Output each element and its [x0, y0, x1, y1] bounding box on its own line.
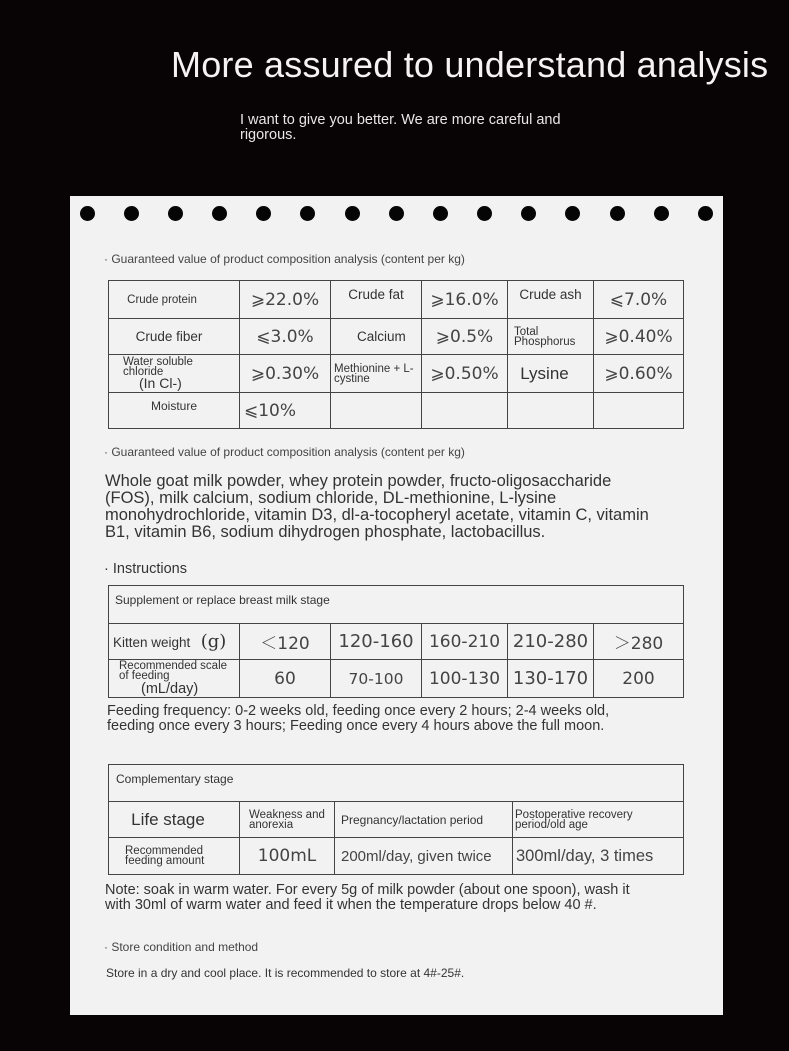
preparation-note: Note: soak in warm water. For every 5g of milk powder (about one spoon), wash it with 30ml of warm water and feed it when the temperature drops below 40 #. — [105, 882, 630, 913]
binder-hole — [80, 206, 95, 221]
weight-value: ＜120 — [240, 624, 331, 660]
binder-hole — [345, 206, 360, 221]
empty-cell — [508, 393, 594, 429]
empty-cell — [331, 393, 422, 429]
table-row — [109, 355, 684, 393]
binder-hole — [698, 206, 713, 221]
stage-title: Supplement or replace breast milk stage — [109, 586, 684, 624]
table-row — [109, 802, 684, 838]
composition-value: ⩾0.30% — [240, 355, 331, 393]
composition-label: Crude fiber — [109, 319, 240, 355]
page-subtitle: I want to give you better. We are more careful and rigorous. — [240, 112, 561, 143]
feeding-value: 70-100 — [331, 660, 422, 698]
composition-label: Lysine — [508, 355, 594, 393]
weight-value: 120-160 — [331, 624, 422, 660]
ingredients-text: Whole goat milk powder, whey protein powder, fructo-oligosaccharide (FOS), milk calcium, sodium chloride, DL-methionine, L-lysine monohydrochloride, vitamin D3, dl-a-tocopheryl acetate, vitamin C, vitamin B1, vitamin B6, sodium dihydrogen phosphate, lactobacillus. — [105, 472, 649, 541]
composition-value: ⩽3.0% — [240, 319, 331, 355]
composition-value: ⩽10% — [240, 393, 331, 429]
feeding-label-cell — [109, 660, 240, 698]
composition-label: Methionine + L-cystine — [331, 355, 422, 393]
binder-hole — [477, 206, 492, 221]
weight-value: ＞280 — [594, 624, 684, 660]
feeding-value: 60 — [240, 660, 331, 698]
composition-sublabel: (In Cl-) — [139, 374, 182, 391]
table-row — [109, 765, 684, 802]
table-row — [109, 660, 684, 698]
life-stage: Postoperative recovery period/old age — [513, 802, 684, 838]
analysis-sheet — [70, 196, 723, 1015]
binder-hole — [433, 206, 448, 221]
binder-hole — [168, 206, 183, 221]
composition-value: ⩾16.0% — [422, 281, 508, 319]
feeding-value: 200 — [594, 660, 684, 698]
composition-value: ⩾0.60% — [594, 355, 684, 393]
composition-value: ⩾0.50% — [422, 355, 508, 393]
instructions-section-label: · Instructions — [104, 561, 187, 577]
binder-holes — [70, 206, 723, 222]
binder-hole — [389, 206, 404, 221]
life-stage: Pregnancy/lactation period — [335, 802, 513, 838]
binder-hole — [124, 206, 139, 221]
composition-label: Crude ash — [508, 281, 594, 319]
composition-value: ⩾22.0% — [240, 281, 331, 319]
binder-hole — [521, 206, 536, 221]
composition-label: Water soluble chloride — [123, 355, 193, 378]
table-row — [109, 838, 684, 875]
binder-hole — [256, 206, 271, 221]
feeding-table — [108, 585, 684, 698]
feeding-value: 100-130 — [422, 660, 508, 698]
feeding-amount: 200ml/day, given twice — [335, 838, 513, 875]
composition-value: ⩾0.40% — [594, 319, 684, 355]
weight-label-cell — [109, 624, 240, 660]
table-row — [109, 281, 684, 319]
life-stage-label: Life stage — [109, 802, 240, 838]
storage-section-label: · Store condition and method — [104, 940, 259, 954]
composition-label: Total Phosphorus — [508, 319, 594, 355]
feeding-value: 130-170 — [508, 660, 594, 698]
composition-value: ⩽7.0% — [594, 281, 684, 319]
life-stage: Weakness and anorexia — [240, 802, 335, 838]
binder-hole — [212, 206, 227, 221]
composition-value: ⩾0.5% — [422, 319, 508, 355]
ingredients-section-label: · Guaranteed value of product composition analysis (content per kg) — [104, 445, 465, 459]
weight-label: Kitten weight — [113, 635, 191, 650]
composition-section-label: · Guaranteed value of product composition analysis (content per kg) — [104, 252, 465, 266]
feeding-frequency: Feeding frequency: 0-2 weeks old, feeding once every 2 hours; 2-4 weeks old, feeding once every 3 hours; Feeding once every 4 hours above the full moon. — [107, 703, 610, 734]
feeding-label: Recommended scale of feeding — [119, 659, 228, 682]
empty-cell — [594, 393, 684, 429]
stage-title: Complementary stage — [109, 765, 684, 802]
weight-unit: (g) — [200, 631, 227, 652]
composition-label: Moisture — [109, 393, 240, 429]
weight-value: 160-210 — [422, 624, 508, 660]
binder-hole — [565, 206, 580, 221]
composition-label-cell — [109, 355, 240, 393]
binder-hole — [654, 206, 669, 221]
storage-text: Store in a dry and cool place. It is recommended to store at 4#-25#. — [106, 966, 465, 980]
table-row — [109, 624, 684, 660]
weight-value: 210-280 — [508, 624, 594, 660]
page-title: More assured to understand analysis — [171, 44, 769, 85]
amount-label: Recommended feeding amount — [109, 838, 240, 875]
composition-label: Crude protein — [109, 281, 240, 319]
binder-hole — [300, 206, 315, 221]
composition-table — [108, 280, 684, 429]
table-row — [109, 319, 684, 355]
feeding-amount: 300ml/day, 3 times — [513, 838, 684, 875]
feeding-amount: 100mL — [240, 838, 335, 875]
feeding-unit: (mL/day) — [141, 680, 199, 697]
binder-hole — [610, 206, 625, 221]
table-row — [109, 393, 684, 429]
composition-label: Crude fat — [331, 281, 422, 319]
complementary-table — [108, 764, 684, 875]
composition-label: Calcium — [331, 319, 422, 355]
table-row — [109, 586, 684, 624]
empty-cell — [422, 393, 508, 429]
